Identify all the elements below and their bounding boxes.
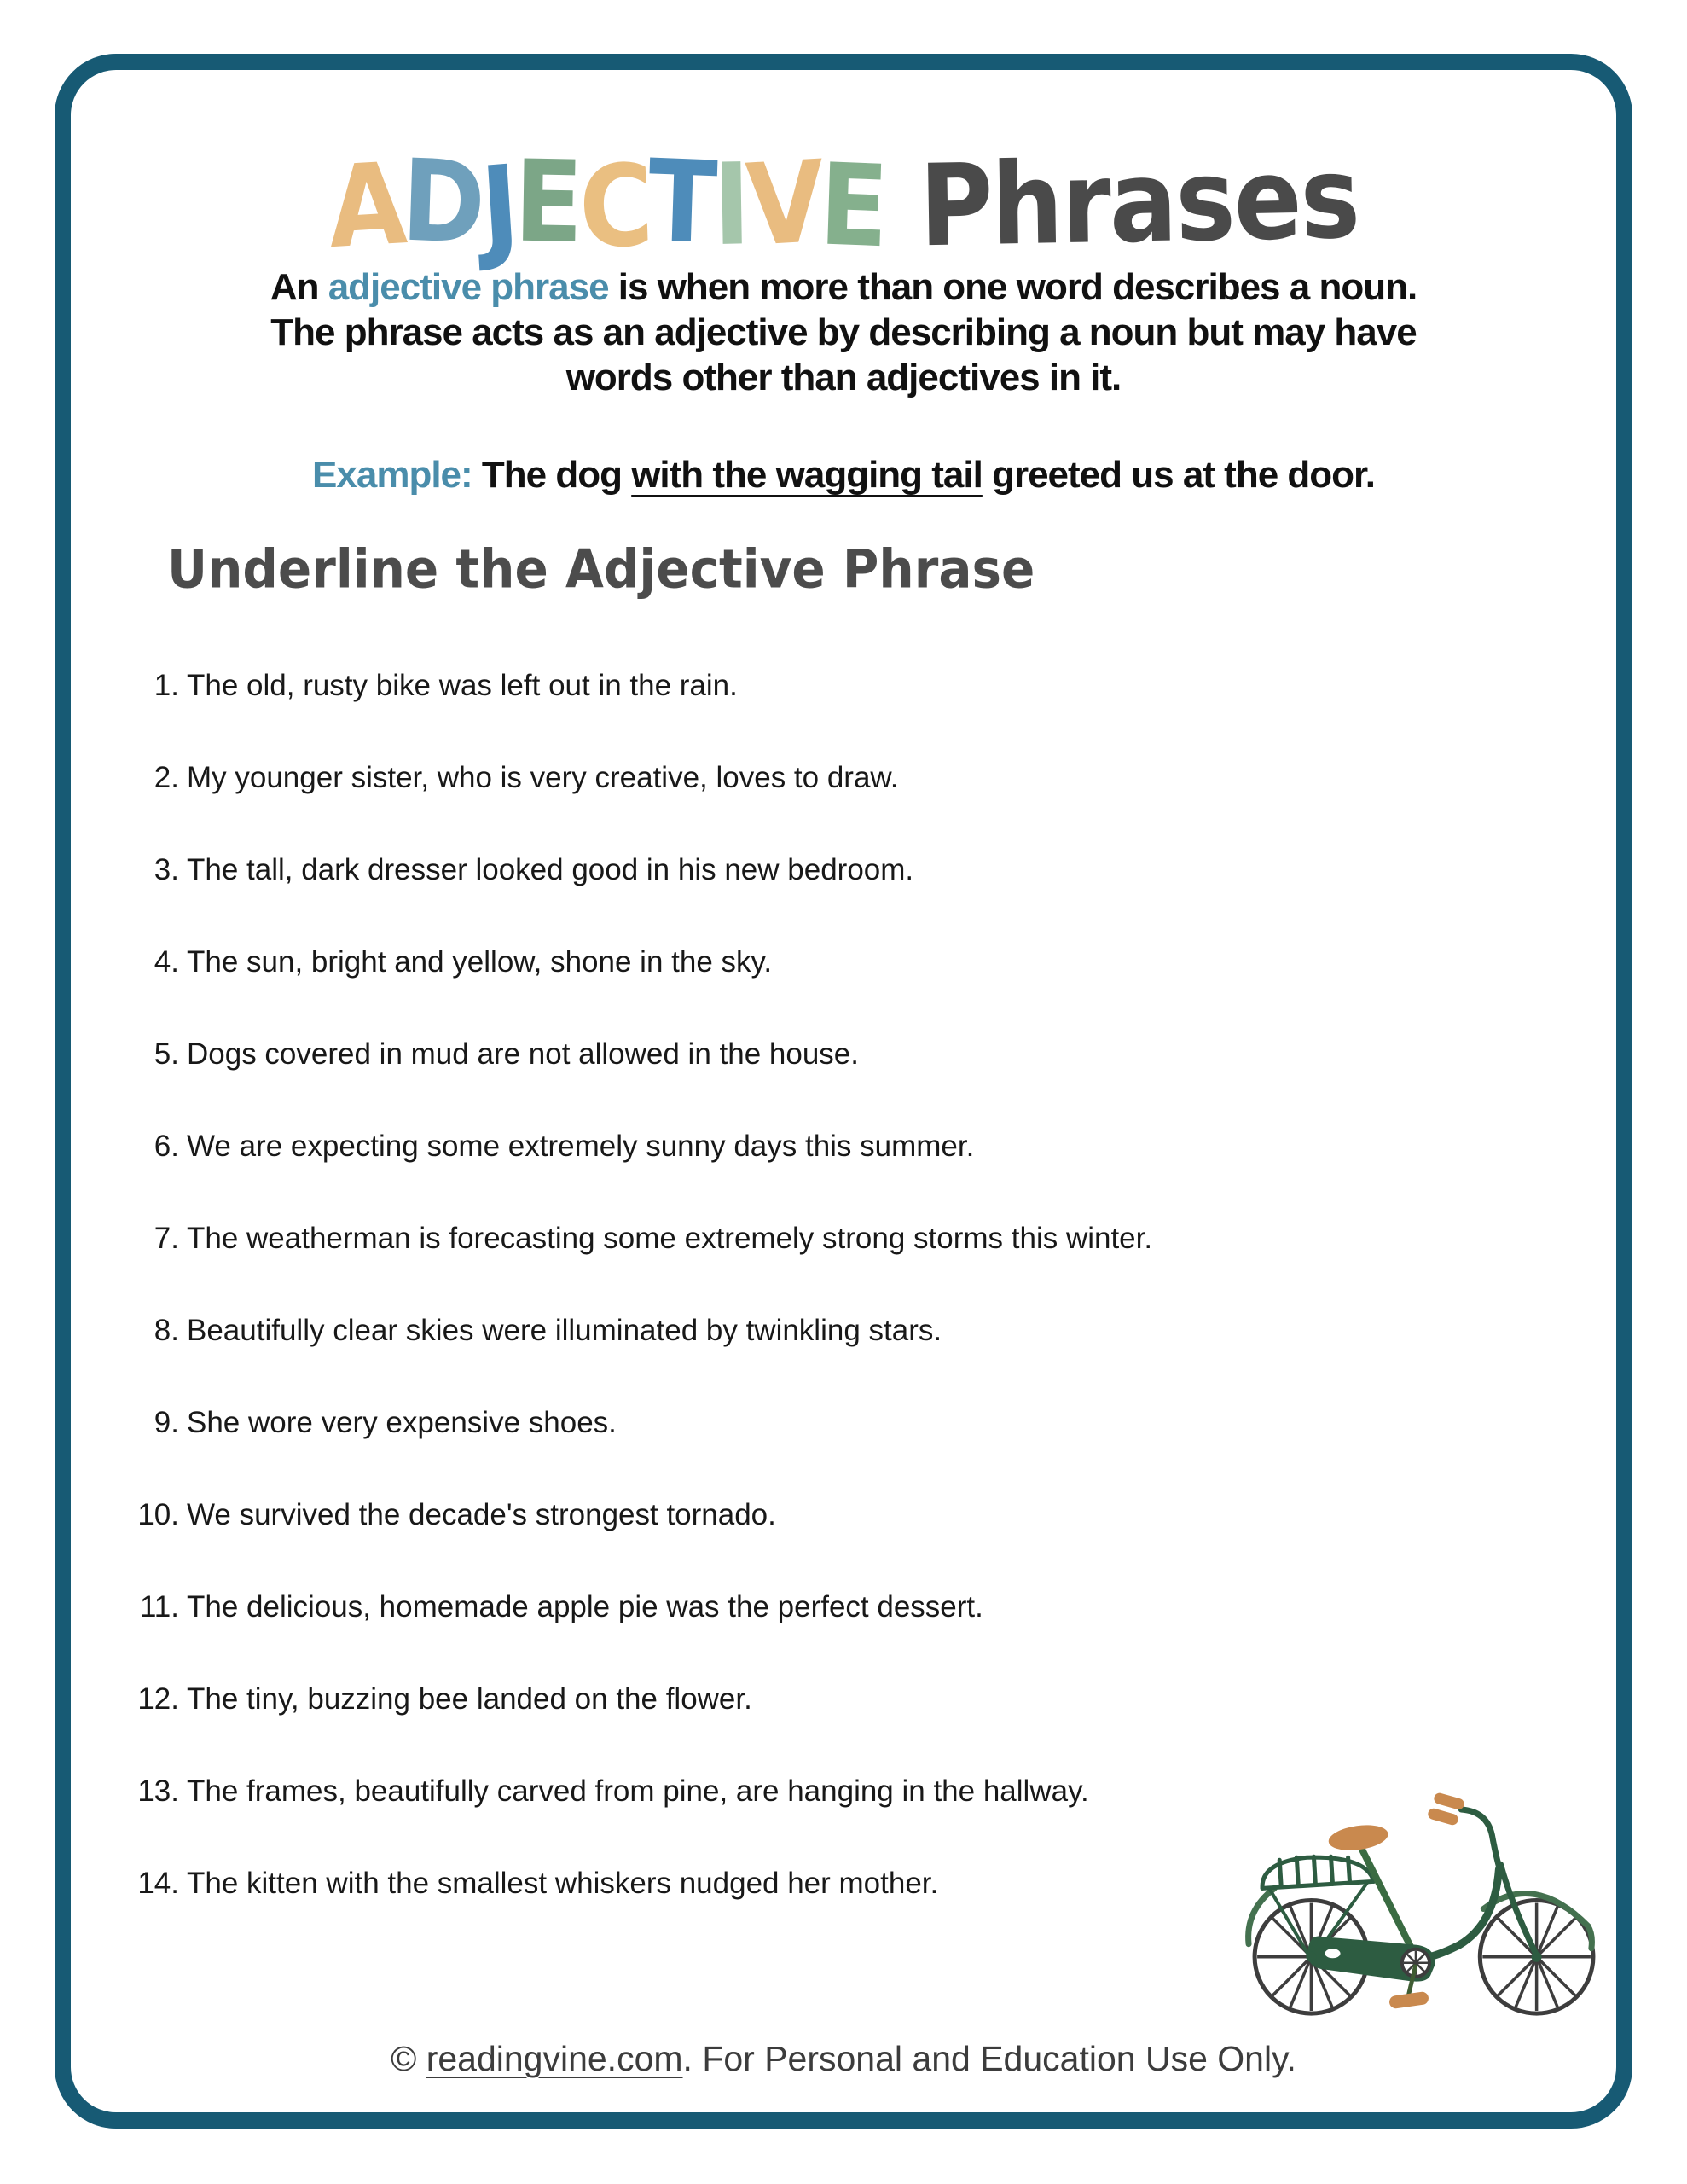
item-number: 10. [137, 1498, 179, 1531]
bicycle-seat [1327, 1821, 1390, 1854]
list-item [126, 671, 1508, 701]
bicycle-grip [1427, 1807, 1459, 1827]
item-number: 13. [137, 1774, 179, 1808]
item-text: The tiny, buzzing bee landed on the flower. [187, 1682, 752, 1716]
item-number: 14. [137, 1867, 179, 1900]
item-text: My younger sister, who is very creative, loves to draw. [187, 761, 899, 794]
list-item [126, 947, 1508, 978]
intro-highlight: adjective phrase [328, 266, 609, 308]
title-letter: D [399, 134, 484, 270]
bicycle-pedal [1388, 1991, 1429, 2009]
title-letter: A [325, 137, 405, 274]
list-item [126, 855, 1508, 886]
list-item [126, 1131, 1508, 1162]
item-text: The old, rusty bike was left out in the rain. [187, 669, 738, 702]
example-adjective-phrase: with the wagging tail [631, 454, 983, 496]
item-number: 4. [154, 945, 179, 979]
title-word-phrases: Phrases [919, 131, 1360, 272]
title-letter: E [817, 138, 886, 273]
page-title [0, 131, 1687, 275]
title-letter: E [513, 135, 580, 269]
footer [0, 2039, 1687, 2079]
intro-paragraph [0, 264, 1687, 400]
list-item [126, 1223, 1508, 1254]
section-heading: Underline the Adjective Phrase [167, 537, 1035, 601]
item-text: She wore very expensive shoes. [187, 1406, 617, 1439]
item-text: The delicious, homemade apple pie was the perfect dessert. [187, 1590, 983, 1623]
item-number: 8. [154, 1314, 179, 1347]
item-number: 3. [154, 853, 179, 886]
title-letter: J [477, 140, 519, 275]
item-number: 1. [154, 669, 179, 702]
item-number: 6. [154, 1130, 179, 1163]
list-item [126, 1316, 1508, 1346]
item-text: We survived the decade's strongest tornado. [187, 1498, 776, 1531]
item-number: 11. [139, 1590, 179, 1623]
list-item [126, 1684, 1508, 1715]
bicycle-illustration [1238, 1785, 1607, 2030]
bicycle-handlebar [1461, 1809, 1499, 1869]
footer-link[interactable]: readingvine.com [426, 2039, 683, 2078]
intro-line-2: The phrase acts as an adjective by describing a noun but may have [270, 311, 1417, 353]
title-letter: T [646, 134, 716, 270]
copyright-symbol: © [391, 2039, 426, 2078]
title-word-adjective [325, 134, 886, 275]
item-number: 9. [154, 1406, 179, 1439]
item-text: Beautifully clear skies were illuminated by twinkling stars. [187, 1314, 942, 1347]
example-label: Example: [312, 454, 472, 496]
item-text: The tall, dark dresser looked good in his new bedroom. [187, 853, 914, 886]
title-letter: I [711, 138, 747, 271]
item-number: 12. [137, 1682, 179, 1716]
item-number: 5. [154, 1037, 179, 1071]
question-list [126, 671, 1508, 1960]
title-letter: C [577, 139, 651, 274]
list-item [126, 1408, 1508, 1438]
item-text: The frames, beautifully carved from pine, are hanging in the hallway. [187, 1774, 1089, 1808]
item-number: 2. [154, 761, 179, 794]
list-item [126, 1039, 1508, 1070]
list-item [126, 1500, 1508, 1531]
list-item [126, 1592, 1508, 1623]
item-text: We are expecting some extremely sunny days this summer. [187, 1130, 975, 1163]
title-letter: V [743, 135, 823, 272]
bicycle-grip [1433, 1792, 1465, 1811]
item-text: The weatherman is forecasting some extremely strong storms this winter. [187, 1222, 1153, 1255]
item-text: The sun, bright and yellow, shone in the sky. [187, 945, 773, 979]
example-line: Example: The dog with the wagging tail greeted us at the door. [312, 454, 1375, 496]
item-number: 7. [154, 1222, 179, 1255]
item-text: Dogs covered in mud are not allowed in the house. [187, 1037, 859, 1071]
list-item [126, 763, 1508, 793]
item-text: The kitten with the smallest whiskers nudged her mother. [187, 1867, 939, 1900]
intro-line-1: An adjective phrase is when more than one word describes a noun. [270, 266, 1417, 308]
footer-suffix: . For Personal and Education Use Only. [682, 2039, 1296, 2078]
intro-line-3: words other than adjectives in it. [565, 357, 1122, 398]
